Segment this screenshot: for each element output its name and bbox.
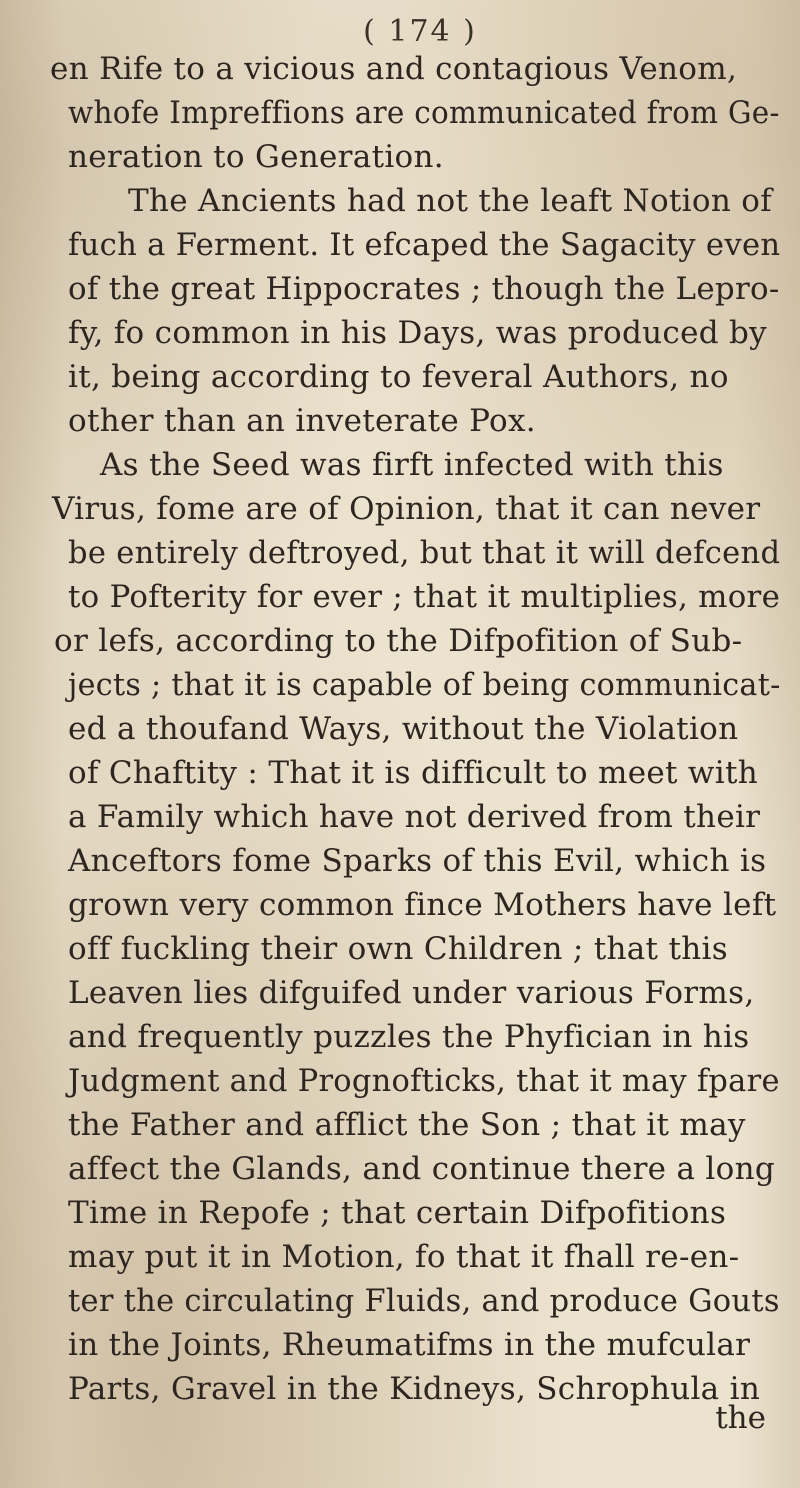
text-line: or lefs, according to the Difpofition of Sub- [54, 623, 743, 659]
text-line: Judgment and Prognofticks, that it may fpare [68, 1063, 780, 1099]
text-line: may put it in Motion, fo that it fhall re-en- [68, 1239, 740, 1275]
catchword: the [715, 1400, 766, 1436]
text-line: Parts, Gravel in the Kidneys, Schrophula in [68, 1371, 761, 1407]
text-line: it, being according to feveral Authors, no [68, 359, 729, 395]
text-line: the Father and afflict the Son ; that it may [68, 1107, 746, 1143]
text-line: in the Joints, Rheumatifms in the mufcular [68, 1327, 751, 1363]
text-line: en Rife to a vicious and contagious Venom, [50, 51, 738, 87]
text-line: Virus, fome are of Opinion, that it can never [52, 491, 761, 527]
text-line: ed a thoufand Ways, without the Violation [68, 711, 739, 747]
paragraph-start-line: As the Seed was firft infected with this [100, 447, 724, 483]
text-line: Leaven lies difguifed under various Forms, [68, 975, 755, 1011]
text-line: neration to Generation. [68, 139, 444, 175]
text-line: fuch a Ferment. It efcaped the Sagacity even [68, 227, 781, 263]
text-line: Anceftors fome Sparks of this Evil, which is [68, 843, 767, 879]
text-line: of the great Hippocrates ; though the Lepro- [68, 271, 780, 307]
page-number: ( 174 ) [363, 14, 477, 49]
text-line: off fuckling their own Children ; that this [68, 931, 728, 967]
text-line: of Chaftity : That it is difficult to meet with [68, 755, 758, 791]
text-line: jects ; that it is capable of being communicat- [68, 667, 781, 703]
text-line: whofe Impreffions are communicated from Ge- [68, 95, 780, 131]
paragraph-start-line: The Ancients had not the leaft Notion of [128, 183, 773, 219]
text-line: grown very common fince Mothers have left [68, 887, 777, 923]
text-line: and frequently puzzles the Phyfician in his [68, 1019, 750, 1055]
text-line: fy, fo common in his Days, was produced by [68, 315, 767, 351]
text-line: Time in Repofe ; that certain Difpofitions [68, 1195, 727, 1231]
text-line: affect the Glands, and continue there a long [68, 1151, 776, 1187]
text-line: ter the circulating Fluids, and produce Gouts [68, 1283, 780, 1319]
text-line: a Family which have not derived from their [68, 799, 761, 835]
text-line: be entirely deftroyed, but that it will defcend [68, 535, 781, 571]
text-line: to Pofterity for ever ; that it multiplies, more [68, 579, 781, 615]
text-line: other than an inveterate Pox. [68, 403, 536, 439]
